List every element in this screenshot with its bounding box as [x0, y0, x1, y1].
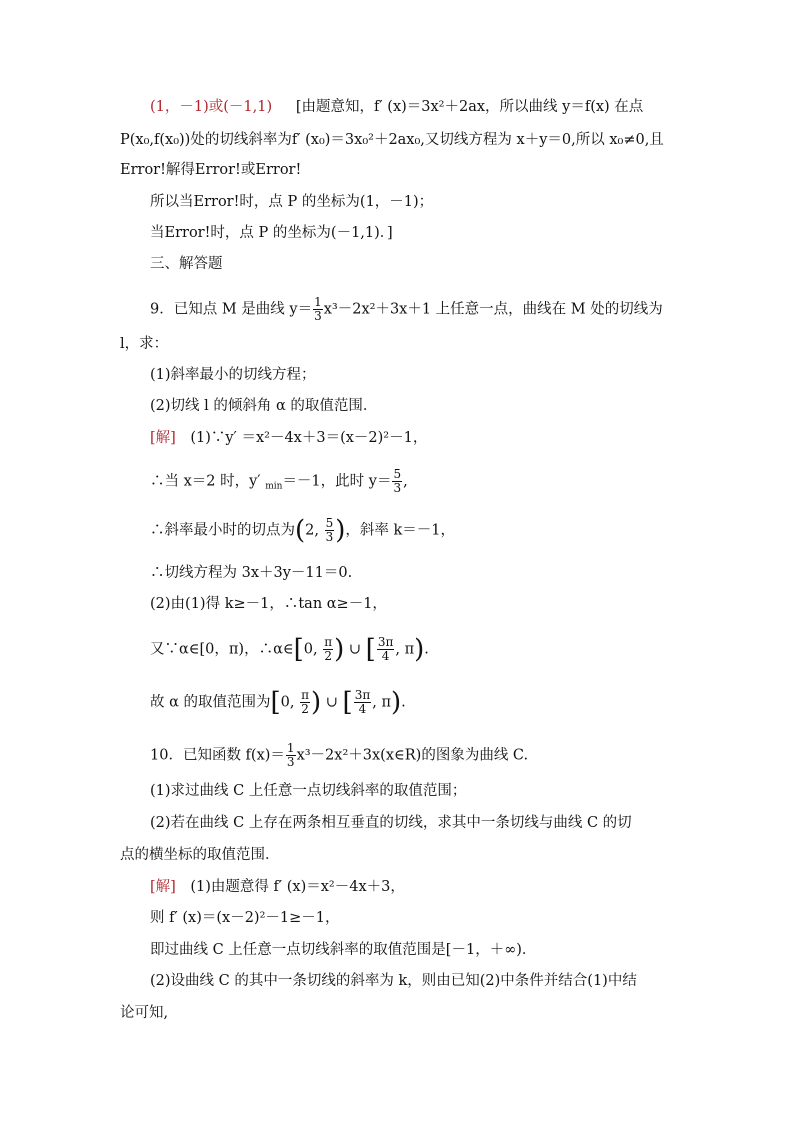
solution-10-line-2: 则 f′ (x)＝(x－2)²－1≥－1，	[150, 910, 340, 926]
solution-tag: [解]	[150, 430, 176, 446]
question-10-part-2: (2)若在曲线 C 上存在两条相互垂直的切线，求其中一条切线与曲线 C 的切	[150, 815, 632, 831]
fraction: $\frac{1}{3}$	[314, 295, 322, 323]
question-9-part-2: (2)切线 l 的倾斜角 α 的取值范围．	[150, 398, 378, 414]
question-9-stem-cont: l，求：	[120, 336, 169, 352]
question-10-part-2-cont: 点的横坐标的取值范围．	[120, 847, 280, 863]
explanation-text: [由题意知，f′ (x)＝3x²＋2ax，所以曲线 y＝f(x) 在点	[295, 99, 644, 115]
question-10-part-1: (1)求过曲线 C 上任意一点切线斜率的取值范围；	[150, 783, 467, 799]
solution-10-line-3: 即过曲线 C 上任意一点切线斜率的取值范围是[－1，＋∞)．	[150, 942, 537, 958]
solution-9-line-3: ∴斜率最小时的切点为(2, $\frac{5}{3}$ )，斜率 k＝－1，	[150, 515, 456, 546]
explanation-line-2: P(x₀,f(x₀))处的切线斜率为f′ (x₀)＝3x₀²＋2ax₀,又切线方程为 x＋y＝0,所以 x₀≠0,且	[120, 132, 664, 148]
answer-line-1	[150, 97, 643, 117]
question-9-stem: 9．已知点 M 是曲线 y＝ $\frac{1}{3}$ x³－2x²＋3x＋1 上任意一点，曲线在 M 处的切线为	[150, 295, 663, 323]
question-9-part-1: (1)斜率最小的切线方程；	[150, 367, 316, 383]
question-10-stem: 10．已知函数 f(x)＝ $\frac{1}{3}$ x³－2x²＋3x(x∈R)的图象为曲线 C.	[150, 741, 529, 769]
answer-text: (1，－1)或(－1,1)	[150, 99, 273, 115]
solution-9-line-6: 又∵α∈[0，π)，∴α∈[0, $\frac{\pi}{2}$ ) ∪ [ $\frac{3\pi}{4}$ , π).	[150, 634, 429, 665]
explanation-line-4: 所以当Error!时，点 P 的坐标为(1，－1)；	[150, 194, 434, 210]
solution-9-line-1: [解] (1)∵y′ ＝x²－4x＋3＝(x－2)²－1，	[150, 430, 428, 446]
solution-10-line-4: (2)设曲线 C 的其中一条切线的斜率为 k，则由已知(2)中条件并结合(1)中结	[150, 973, 637, 989]
solution-9-line-5: (2)由(1)得 k≥－1，∴tan α≥－1，	[150, 596, 387, 612]
explanation-line-5: 当Error!时，点 P 的坐标为(－1,1)．]	[150, 225, 393, 241]
solution-10-line-5: 论可知,	[120, 1005, 169, 1021]
solution-9-line-2: ∴当 x＝2 时，y′ $_{min}$＝－1，此时 y＝ $\frac{5}{3}$ ,	[150, 467, 408, 495]
solution-9-line-4: ∴切线方程为 3x＋3y－11＝0.	[150, 565, 353, 581]
solution-10-line-1: [解] (1)由题意得 f′ (x)＝x²－4x＋3，	[150, 879, 405, 895]
solution-9-line-7: 故 α 的取值范围为[0, $\frac{\pi}{2}$ ) ∪ [ $\frac{3\pi}{4}$ , π).	[150, 687, 406, 718]
solution-tag: [解]	[150, 879, 176, 895]
explanation-line-3: Error!解得Error!或Error!	[120, 162, 302, 178]
section-heading: 三、解答题	[150, 256, 223, 272]
